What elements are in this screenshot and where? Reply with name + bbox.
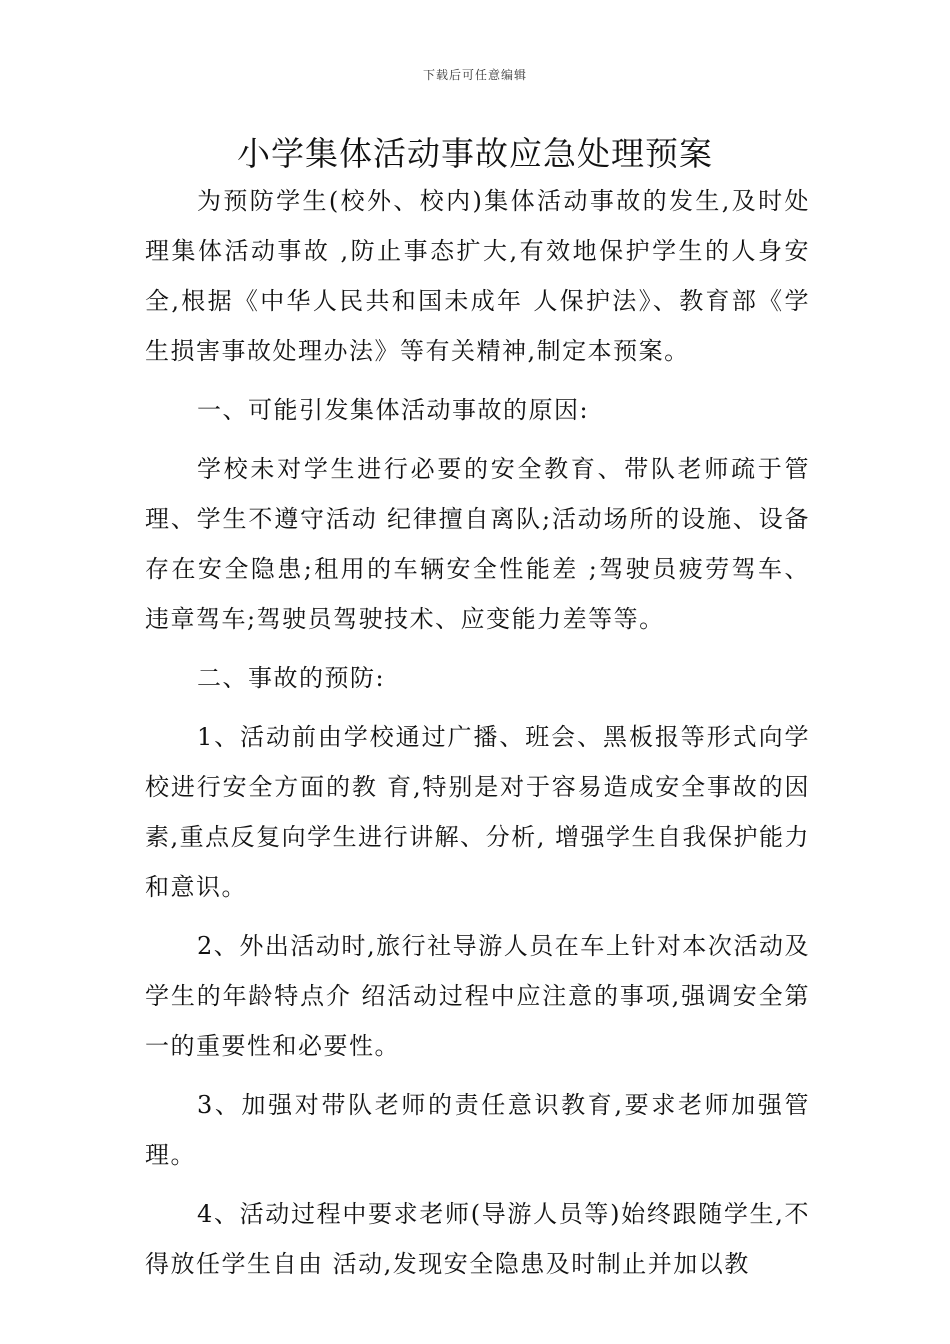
header-note: 下载后可任意编辑 bbox=[422, 68, 527, 82]
paragraph-prevention-3: 3、加强对带队老师的责任意识教育,要求老师加强管理。 bbox=[145, 1091, 810, 1169]
section-heading-causes: 一、可能引发集体活动事故的原因: bbox=[197, 396, 590, 424]
paragraph-prevention-4: 4、活动过程中要求老师(导游人员等)始终跟随学生,不得放任学生自由 活动,发现安全隐患及时制止并加以教 bbox=[145, 1200, 810, 1278]
paragraph-causes: 学校未对学生进行必要的安全教育、带队老师疏于管理、学生不遵守活动 纪律擅自离队;活动场所的设施、设备存在安全隐患;租用的车辆安全性能差 ;驾驶员疲劳驾车、违章驾车;驾驶员驾驶技术、应变能力差等等。 bbox=[145, 455, 810, 633]
document-body bbox=[145, 176, 810, 1298]
paragraph-prevention-2: 2、外出活动时,旅行社导游人员在车上针对本次活动及学生的年龄特点介 绍活动过程中应注意的事项,强调安全第一的重要性和必要性。 bbox=[145, 932, 810, 1060]
document-title: 小学集体活动事故应急处理预案 bbox=[237, 134, 713, 173]
paragraph-intro: 为预防学生(校外、校内)集体活动事故的发生,及时处理集体活动事故 ,防止事态扩大,有效地保护学生的人身安全,根据《中华人民共和国未成年 人保护法》、教育部《学生损害事故处理办法》等有关精神,制定本预案。 bbox=[145, 187, 810, 365]
paragraph-prevention-1: 1、活动前由学校通过广播、班会、黑板报等形式向学校进行安全方面的教 育,特别是对于容易造成安全事故的因素,重点反复向学生进行讲解、分析, 增强学生自我保护能力和意识。 bbox=[145, 723, 810, 901]
section-heading-prevention: 二、事故的预防: bbox=[197, 664, 386, 692]
